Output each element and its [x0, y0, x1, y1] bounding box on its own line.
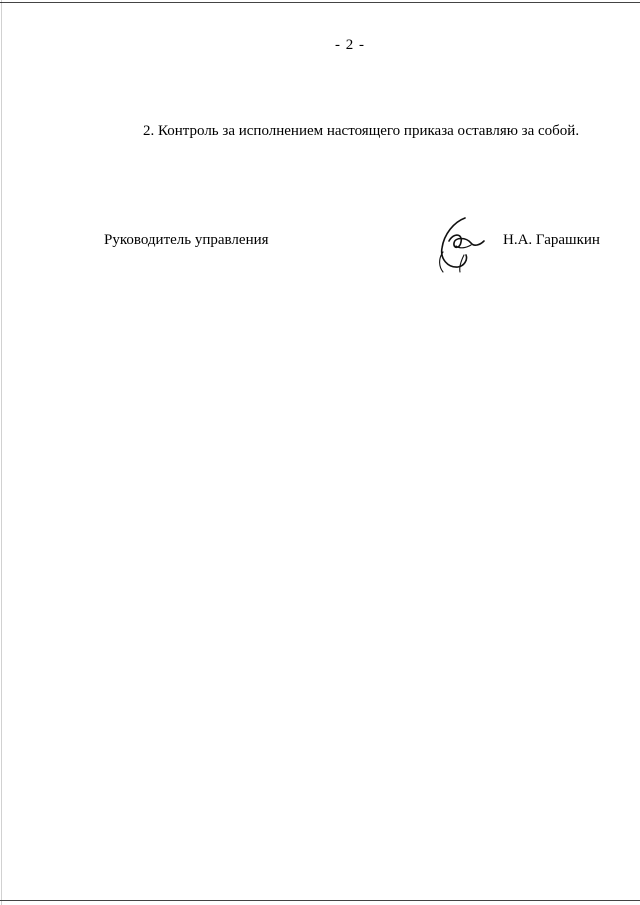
- scan-top-edge: [0, 2, 640, 3]
- page-number: - 2 -: [335, 37, 365, 53]
- signer-position: Руководитель управления: [104, 232, 269, 248]
- scan-left-edge: [1, 0, 2, 905]
- handwritten-signature: [430, 212, 488, 274]
- signer-name: Н.А. Гарашкин: [503, 232, 600, 248]
- scan-bottom-edge: [0, 900, 640, 901]
- order-paragraph: 2. Контроль за исполнением настоящего приказа оставляю за собой.: [143, 123, 580, 139]
